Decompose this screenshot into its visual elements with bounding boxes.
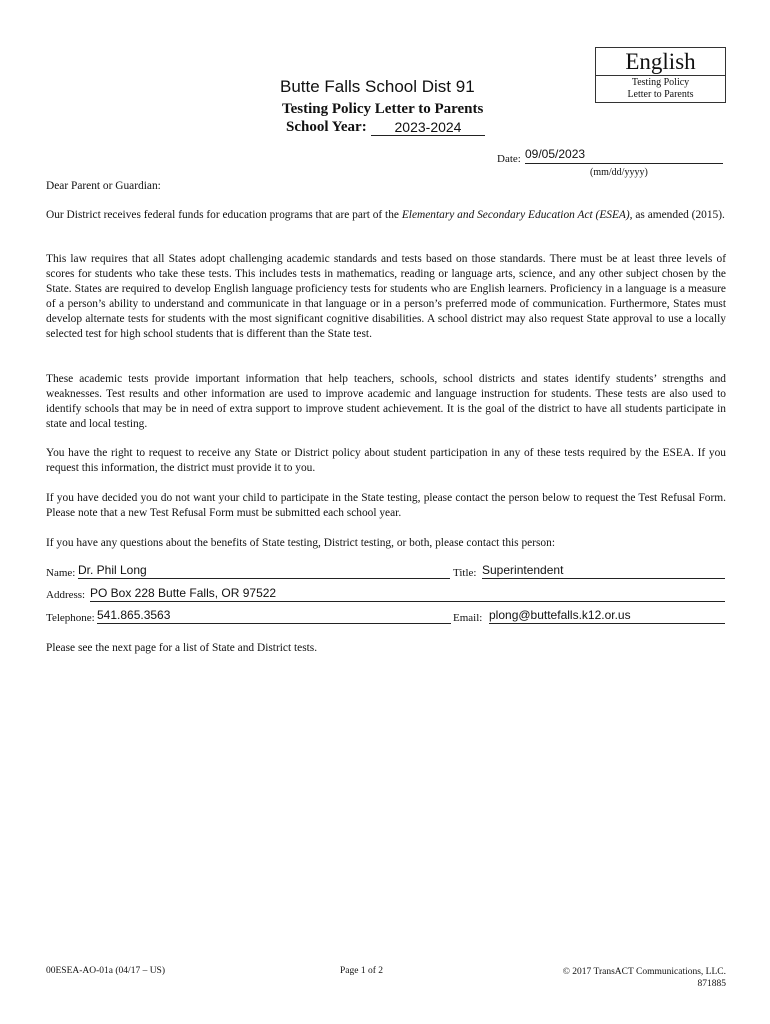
address-label: Address:: [46, 589, 86, 601]
language-subtitle-line2: Letter to Parents: [627, 89, 694, 100]
p1-text-before: Our District receives federal funds for education programs that are part of the: [46, 209, 402, 221]
school-year-field[interactable]: 2023-2024: [371, 120, 485, 136]
district-name: Butte Falls School Dist 91: [280, 77, 475, 96]
telephone-field[interactable]: 541.865.3563: [97, 607, 451, 624]
document-number: 871885: [697, 979, 726, 989]
name-label: Name:: [46, 567, 76, 579]
date-format-hint: (mm/dd/yyyy): [590, 167, 648, 178]
date-label: Date:: [497, 153, 521, 165]
copyright: © 2017 TransACT Communications, LLC.: [562, 967, 726, 977]
paragraph-law: This law requires that all States adopt challenging academic standards and tests based on those standards. There must be at least three levels of scores for students who take these tests. This includes tests in mathematics, reading or language arts, science, and any other subject chosen by the State. States are required to develop English language proficiency tests for students who are English learners. Proficiency in a language is a measure of a person’s ability to understand and communicate in that language or in a person’s preferred mode of communication. Furthermore, States must develop alternate tests for students with the most significant cognitive disabilities. A school district may also request State approval to use a locally selected test for high school students that is different than the State test.: [46, 253, 726, 340]
paragraph-refusal: If you have decided you do not want your child to participate in the State testing, please contact the person below to request the Test Refusal Form. Please note that a new Test Refusal Form must be submitted each school year.: [46, 492, 726, 519]
title-field[interactable]: Superintendent: [482, 562, 725, 579]
language-box: [595, 47, 726, 103]
language-subtitle: [596, 77, 725, 101]
paragraph-questions: If you have any questions about the benefits of State testing, District testing, or both, please contact this person:: [46, 537, 555, 549]
footer-right: [520, 966, 726, 990]
name-field[interactable]: Dr. Phil Long: [78, 562, 450, 579]
closing-note: Please see the next page for a list of State and District tests.: [46, 642, 318, 654]
form-code: 00ESEA-AO-01a (04/17 – US): [46, 966, 166, 976]
email-label: Email:: [453, 612, 483, 624]
paragraph-tests-purpose: These academic tests provide important information that help teachers, schools, school districts and states identify students’ strengths and weaknesses. Test results and other information are used to improve academic and language instruction for students. These tests are also used to identify schools that may be in need of extra support to improve student achievement. It is the goal of the district to have all students participate in state and local testing.: [46, 373, 726, 430]
school-year-label: School Year:: [286, 119, 367, 135]
page-number: Page 1 of 2: [340, 966, 384, 976]
p1-text-after: as amended (2015).: [632, 209, 725, 221]
language-title: English: [596, 48, 725, 76]
title-label: Title:: [453, 567, 477, 579]
letter-title: Testing Policy Letter to Parents: [282, 101, 484, 117]
email-field[interactable]: plong@buttefalls.k12.or.us: [489, 607, 725, 624]
telephone-label: Telephone:: [46, 612, 95, 624]
paragraph-right-to-request: You have the right to request to receive any State or District policy about student participation in any of these tests required by the ESEA. If you request this information, the district must provide it to you.: [46, 447, 726, 474]
paragraph-funding: [46, 208, 726, 223]
address-field[interactable]: PO Box 228 Butte Falls, OR 97522: [90, 585, 725, 602]
language-subtitle-line1: Testing Policy: [631, 77, 690, 88]
greeting: Dear Parent or Guardian:: [46, 180, 161, 192]
date-field[interactable]: 09/05/2023: [525, 146, 723, 164]
esea-act-name: Elementary and Secondary Education Act (ESEA),: [401, 209, 633, 221]
